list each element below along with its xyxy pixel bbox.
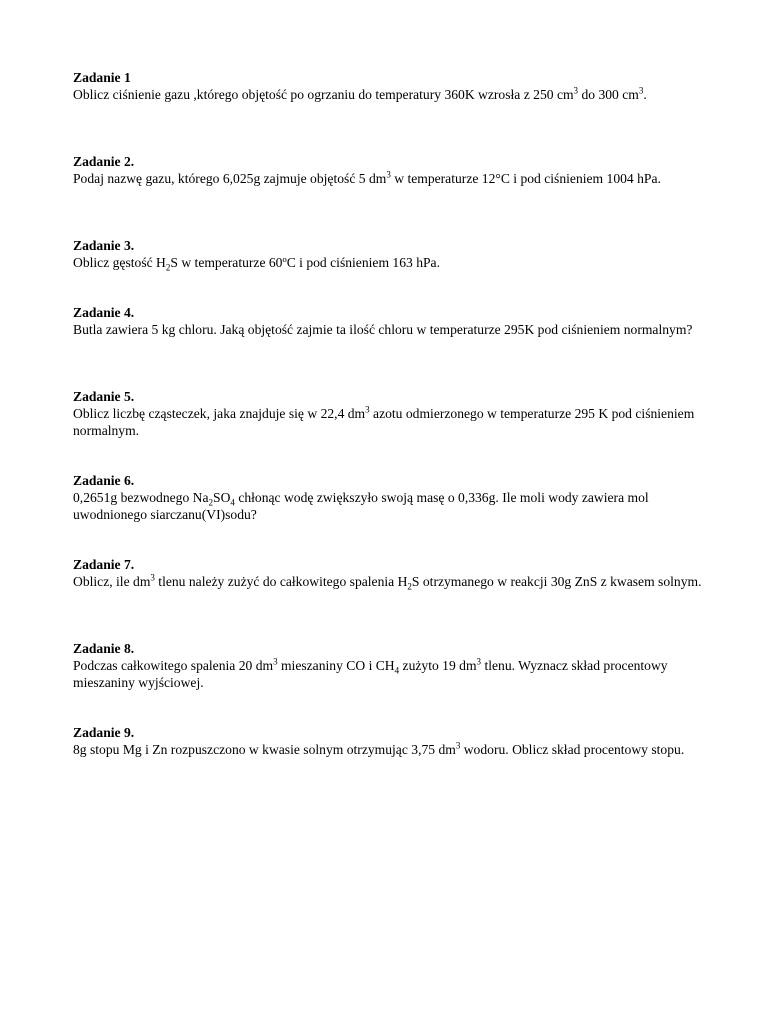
- superscript: 3: [386, 169, 391, 180]
- text-run: Butla zawiera 5 kg chloru. Jaką objętość zajmie ta ilość chloru w temperaturze 295K pod ciśnieniem normalnym?: [73, 322, 693, 337]
- text-run: Oblicz gęstość H: [73, 255, 166, 270]
- subscript: 4: [230, 497, 235, 508]
- task-body: [73, 657, 703, 691]
- task-title: Zadanie 6.: [73, 473, 135, 488]
- text-run: zużyto 19 dm: [399, 658, 477, 673]
- subscript: 4: [394, 665, 400, 676]
- superscript: 3: [365, 404, 370, 415]
- task-8: [73, 640, 703, 691]
- task-body: [73, 489, 703, 523]
- superscript: 3: [476, 656, 482, 667]
- task-9: [73, 724, 703, 758]
- task-title: Zadanie 8.: [73, 641, 135, 656]
- superscript: 3: [638, 85, 644, 96]
- text-run: wodoru. Oblicz skład procentowy stopu.: [460, 742, 685, 757]
- task-6: [73, 472, 703, 523]
- task-body: [73, 86, 703, 103]
- task-body: [73, 170, 703, 187]
- superscript: 3: [455, 740, 461, 751]
- subscript: 2: [165, 262, 171, 273]
- task-body: [73, 405, 703, 439]
- text-run: Oblicz, ile dm: [73, 574, 151, 589]
- text-run: w temperaturze 12°C i pod ciśnieniem 1004 hPa.: [390, 171, 661, 186]
- text-run: SO: [213, 490, 231, 505]
- text-run: chłonąc wodę zwiększyło swoją masę o 0,336g. Ile moli wody zawiera mol uwodnionego siarczanu(VI)sodu?: [73, 490, 649, 522]
- task-title: Zadanie 4.: [73, 305, 135, 320]
- task-1: [73, 69, 703, 103]
- task-3: [73, 237, 703, 271]
- task-body: [73, 741, 703, 758]
- text-run: mieszaniny CO i CH: [277, 658, 395, 673]
- text-run: Podczas całkowitego spalenia 20 dm: [73, 658, 274, 673]
- task-title: Zadanie 2.: [73, 154, 135, 169]
- task-5: [73, 388, 703, 439]
- superscript: 3: [150, 572, 155, 583]
- task-title: Zadanie 9.: [73, 725, 135, 740]
- text-run: 8g stopu Mg i Zn rozpuszczono w kwasie solnym otrzymując 3,75 dm: [73, 742, 456, 757]
- text-run: S otrzymanego w reakcji 30g ZnS z kwasem solnym.: [411, 574, 702, 589]
- task-body: [73, 254, 703, 271]
- text-run: Oblicz ciśnienie gazu ,którego objętość po ogrzaniu do temperatury 360K wzrosła z 250 cm: [73, 87, 574, 102]
- text-run: azotu odmierzonego w temperaturze 295 K pod ciśnieniem normalnym.: [73, 406, 695, 438]
- subscript: 2: [208, 497, 214, 508]
- task-title: Zadanie 7.: [73, 557, 135, 572]
- task-title: Zadanie 5.: [73, 389, 135, 404]
- superscript: 3: [273, 656, 278, 667]
- text-run: do 300 cm: [578, 87, 639, 102]
- task-title: Zadanie 3.: [73, 238, 135, 253]
- text-run: 0,2651g bezwodnego Na: [73, 490, 209, 505]
- text-run: Oblicz liczbę cząsteczek, jaka znajduje się w 22,4 dm: [73, 406, 366, 421]
- task-body: [73, 573, 703, 590]
- task-title: Zadanie 1: [73, 70, 131, 85]
- superscript: 3: [573, 85, 579, 96]
- subscript: 2: [407, 581, 412, 592]
- task-7: [73, 556, 703, 590]
- task-body: [73, 321, 703, 338]
- text-run: .: [643, 87, 647, 102]
- task-2: [73, 153, 703, 187]
- text-run: Podaj nazwę gazu, którego 6,025g zajmuje objętość 5 dm: [73, 171, 387, 186]
- text-run: S w temperaturze 60ºC i pod ciśnieniem 163 hPa.: [170, 255, 440, 270]
- text-run: tlenu należy zużyć do całkowitego spalenia H: [154, 574, 408, 589]
- task-4: [73, 304, 703, 338]
- text-run: tlenu. Wyznacz skład procentowy mieszaniny wyjściowej.: [73, 658, 668, 690]
